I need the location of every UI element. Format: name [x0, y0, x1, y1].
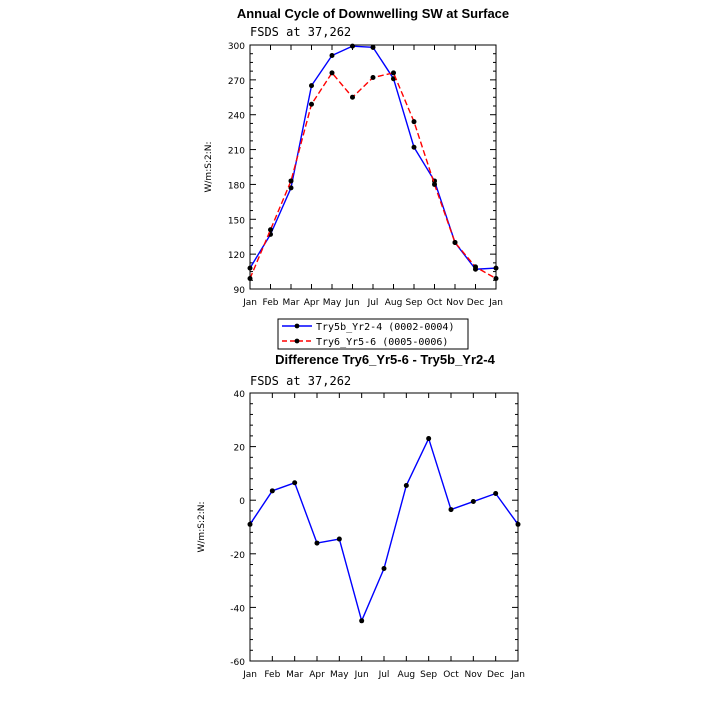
x-tick-label: Dec — [466, 298, 485, 308]
x-tick-label: Jun — [354, 670, 369, 680]
difference-plot-frame — [250, 393, 518, 661]
x-tick-label: Jan — [511, 670, 525, 680]
annual-cycle-ticks — [228, 42, 503, 308]
annual-cycle-panel — [204, 6, 509, 349]
y-tick-label: -20 — [230, 550, 245, 561]
data-point — [359, 618, 364, 623]
x-tick-label: Jul — [378, 670, 390, 680]
y-tick-label: 90 — [233, 286, 245, 296]
data-point — [371, 75, 376, 80]
data-point — [309, 102, 314, 107]
data-point — [426, 436, 431, 441]
data-point — [248, 522, 253, 527]
data-point — [248, 266, 253, 271]
series-line-0 — [250, 439, 518, 621]
y-tick-label: -60 — [230, 658, 245, 668]
data-point — [289, 178, 294, 183]
x-tick-label: Nov — [446, 298, 464, 308]
y-tick-label: 240 — [227, 111, 245, 122]
difference-ticks — [230, 390, 525, 680]
x-tick-label: Aug — [397, 670, 416, 680]
legend-marker-try5b — [295, 324, 300, 329]
difference-y-axis-label: W/m:S:2:N: — [197, 501, 207, 553]
annual-cycle-title: Annual Cycle of Downwelling SW at Surface — [236, 6, 510, 21]
x-tick-label: Nov — [464, 670, 483, 680]
x-tick-label: Jul — [367, 298, 379, 308]
legend-label-try6: Try6_Yr5-6 (0005-0006) — [316, 337, 449, 348]
x-tick-label: Oct — [443, 670, 459, 680]
difference-subtitle: FSDS at 37,262 — [250, 374, 352, 388]
y-tick-label: 210 — [227, 146, 245, 157]
y-tick-label: 0 — [239, 497, 245, 508]
annual-cycle-plot-frame — [250, 45, 496, 289]
y-tick-label: 180 — [227, 181, 245, 192]
data-point — [471, 499, 476, 504]
data-point — [248, 276, 253, 281]
x-tick-label: Apr — [303, 298, 320, 308]
data-point — [268, 227, 273, 232]
x-tick-label: Feb — [262, 298, 279, 308]
y-tick-label: 20 — [233, 443, 245, 454]
data-point — [404, 483, 409, 488]
y-tick-label: 300 — [227, 42, 245, 52]
x-tick-label: Dec — [486, 670, 505, 680]
x-tick-label: Mar — [282, 298, 300, 308]
x-tick-label: Jan — [243, 298, 257, 308]
data-point — [330, 70, 335, 75]
x-tick-label: Sep — [405, 298, 423, 308]
annual-cycle-subtitle: FSDS at 37,262 — [250, 25, 352, 39]
x-tick-label: Jan — [243, 670, 257, 680]
annual-cycle-series — [248, 44, 499, 281]
data-point — [330, 53, 335, 58]
y-tick-label: 270 — [227, 76, 245, 87]
x-tick-label: May — [322, 298, 342, 308]
x-tick-label: Oct — [426, 298, 443, 308]
difference-title: Difference Try6_Yr5-6 - Try5b_Yr2-4 — [275, 352, 495, 367]
x-tick-label: Jan — [489, 298, 503, 308]
x-tick-label: Jun — [345, 298, 360, 308]
data-point — [315, 541, 320, 546]
difference-panel — [197, 352, 525, 680]
data-point — [494, 266, 499, 271]
data-point — [449, 507, 454, 512]
data-point — [432, 182, 437, 187]
data-point — [412, 119, 417, 124]
y-tick-label: 150 — [227, 216, 245, 227]
y-tick-label: -40 — [230, 604, 245, 615]
data-point — [493, 491, 498, 496]
data-point — [473, 264, 478, 269]
annual-cycle-y-axis-label: W/m:S:2:N: — [204, 141, 214, 193]
legend-label-try5b: Try5b_Yr2-4 (0002-0004) — [316, 322, 455, 333]
data-point — [292, 480, 297, 485]
x-tick-label: Feb — [264, 670, 281, 680]
x-tick-label: Mar — [286, 670, 304, 680]
series-line-1 — [250, 73, 496, 279]
difference-series — [248, 436, 521, 623]
data-point — [494, 276, 499, 281]
data-point — [371, 45, 376, 50]
data-point — [270, 488, 275, 493]
data-point — [453, 240, 458, 245]
x-tick-label: Apr — [309, 670, 325, 680]
data-point — [350, 95, 355, 100]
data-point — [391, 70, 396, 75]
x-tick-label: May — [330, 670, 349, 680]
x-tick-label: Sep — [420, 670, 438, 680]
y-tick-label: 40 — [233, 390, 245, 400]
data-point — [412, 145, 417, 150]
data-point — [516, 522, 521, 527]
data-point — [337, 537, 342, 542]
x-tick-label: Aug — [384, 298, 403, 308]
data-point — [309, 83, 314, 88]
y-tick-label: 120 — [227, 251, 245, 262]
legend-marker-try6 — [295, 339, 300, 344]
data-point — [382, 566, 387, 571]
data-point — [350, 44, 355, 49]
legend — [278, 319, 468, 349]
